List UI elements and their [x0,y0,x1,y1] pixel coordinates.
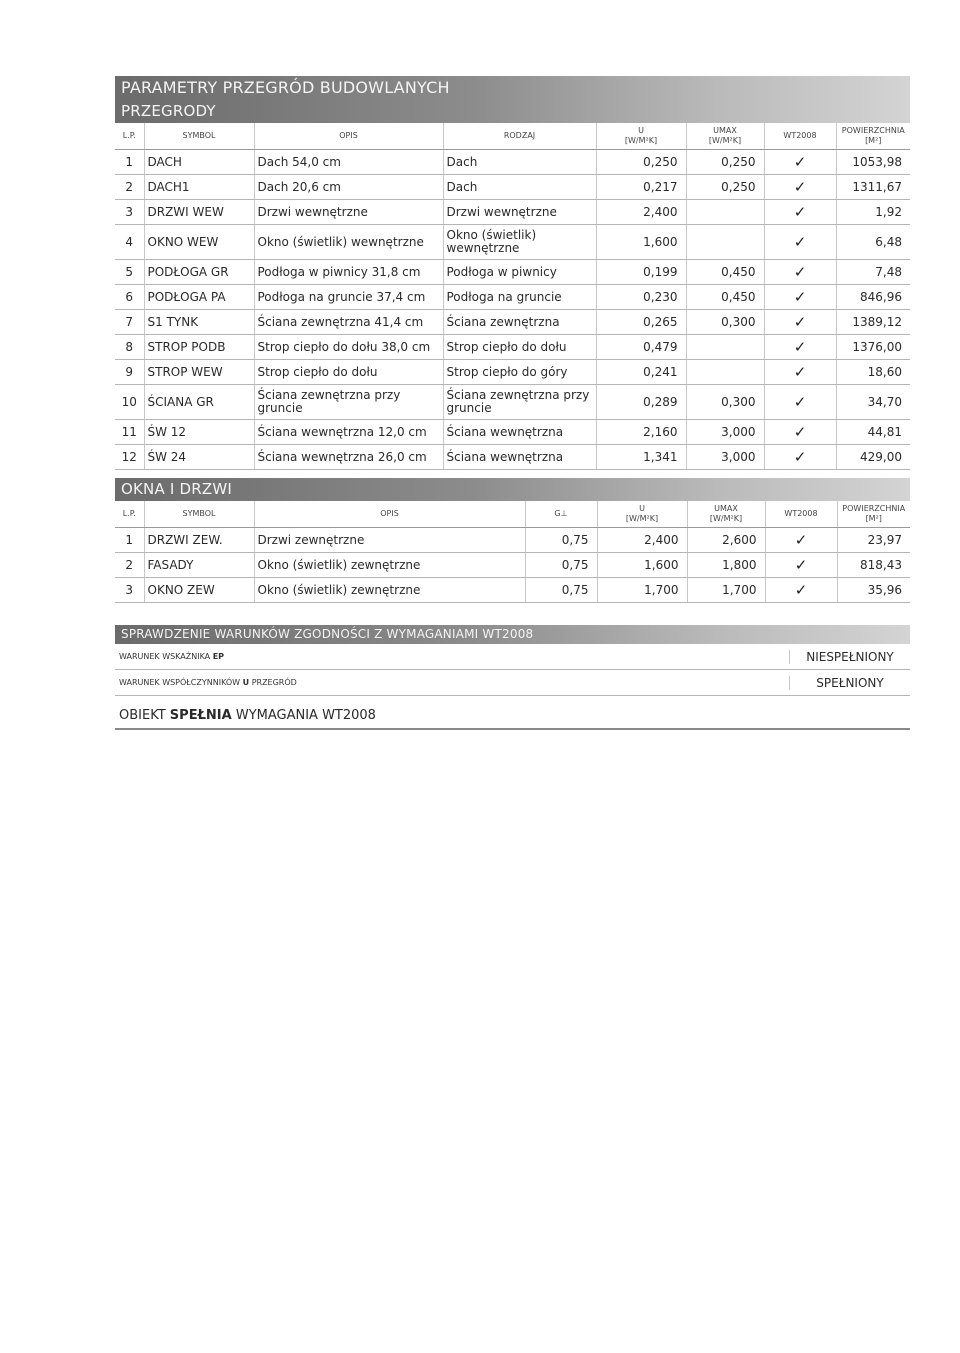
header-u-unit: [W/M²K] [624,136,658,145]
header-u-unit: [W/M²K] [625,514,659,523]
header-u-label: U [639,504,645,513]
row-umax: 0,450 [686,285,764,310]
row-u: 0,199 [596,260,686,285]
row-symbol: ŚCIANA GR [144,385,254,420]
section-heading-sprawdzenie: SPRAWDZENIE WARUNKÓW ZGODNOŚCI Z WYMAGANIAMI WT2008 [115,625,910,644]
table-row [115,285,910,310]
table-row [115,553,910,578]
row-u: 0,241 [596,360,686,385]
row-umax [686,225,764,260]
okna-body [115,528,910,603]
header-umax-label: UMAX [713,126,737,135]
row-opis: Strop ciepło do dołu 38,0 cm [254,335,443,360]
row-lp: 11 [115,420,144,445]
row-opis: Ściana wewnętrzna 12,0 cm [254,420,443,445]
row-umax: 1,800 [687,553,765,578]
row-check-icon: ✓ [764,420,836,445]
row-check-icon: ✓ [764,445,836,470]
row-check-icon: ✓ [764,260,836,285]
row-opis: Okno (świetlik) zewnętrzne [254,553,525,578]
table-row [115,420,910,445]
table-row [115,445,910,470]
row-area: 429,00 [836,445,910,470]
table-row [115,225,910,260]
row-lp: 7 [115,310,144,335]
header-rodzaj: RODZAJ [443,123,596,150]
result-text-post: WYMAGANIA WT2008 [235,708,376,723]
condition-u-label [115,678,789,687]
row-rodzaj: Ściana zewnętrzna [443,310,596,335]
section-heading-przegrody: PRZEGRODY [115,100,910,123]
row-lp: 1 [115,528,144,553]
row-g: 0,75 [525,528,597,553]
row-area: 18,60 [836,360,910,385]
okna-header-row [115,501,910,528]
table-row [115,335,910,360]
table-row [115,360,910,385]
row-check-icon: ✓ [764,175,836,200]
table-row [115,200,910,225]
row-u: 2,160 [596,420,686,445]
overall-result [115,704,910,730]
row-check-icon: ✓ [764,225,836,260]
row-check-icon: ✓ [764,335,836,360]
row-opis: Dach 20,6 cm [254,175,443,200]
row-lp: 10 [115,385,144,420]
header-lp: L.P. [115,123,144,150]
row-area: 23,97 [837,528,910,553]
row-u: 2,400 [597,528,687,553]
row-rodzaj: Dach [443,150,596,175]
row-rodzaj: Strop ciepło do dołu [443,335,596,360]
condition-ep-label [115,652,789,661]
row-opis: Ściana zewnętrzna 41,4 cm [254,310,443,335]
row-umax: 3,000 [686,420,764,445]
row-area: 34,70 [836,385,910,420]
row-umax [686,200,764,225]
row-symbol: PODŁOGA PA [144,285,254,310]
header-umax [687,501,765,528]
row-u: 1,600 [596,225,686,260]
row-opis: Strop ciepło do dołu [254,360,443,385]
header-area-unit: [M²] [865,514,882,523]
row-umax: 0,250 [686,175,764,200]
condition-ep-row [115,644,910,670]
row-check-icon: ✓ [764,200,836,225]
row-opis: Podłoga w piwnicy 31,8 cm [254,260,443,285]
row-u: 0,289 [596,385,686,420]
row-lp: 6 [115,285,144,310]
header-area-label: POWIERZCHNIA [842,504,906,513]
row-opis: Ściana wewnętrzna 26,0 cm [254,445,443,470]
row-rodzaj: Podłoga w piwnicy [443,260,596,285]
row-check-icon: ✓ [765,553,837,578]
condition-u-row [115,670,910,696]
row-u: 0,217 [596,175,686,200]
row-lp: 12 [115,445,144,470]
header-area-label: POWIERZCHNIA [841,126,905,135]
row-area: 1376,00 [836,335,910,360]
row-rodzaj: Okno (świetlik) wewnętrzne [443,225,596,260]
row-symbol: ŚW 12 [144,420,254,445]
row-rodzaj: Ściana wewnętrzna [443,420,596,445]
header-u-label: U [638,126,644,135]
row-opis: Dach 54,0 cm [254,150,443,175]
row-u: 1,700 [597,578,687,603]
row-symbol: DRZWI ZEW. [144,528,254,553]
row-symbol: PODŁOGA GR [144,260,254,285]
row-area: 35,96 [837,578,910,603]
header-u [597,501,687,528]
row-check-icon: ✓ [764,285,836,310]
row-rodzaj: Ściana zewnętrzna przy gruncie [443,385,596,420]
row-lp: 2 [115,553,144,578]
row-lp: 3 [115,200,144,225]
row-u: 1,600 [597,553,687,578]
row-rodzaj: Ściana wewnętrzna [443,445,596,470]
row-check-icon: ✓ [764,385,836,420]
row-umax [686,360,764,385]
row-g: 0,75 [525,553,597,578]
row-symbol: ŚW 24 [144,445,254,470]
row-opis: Ściana zewnętrzna przy gruncie [254,385,443,420]
result-text-pre: OBIEKT [119,708,166,723]
row-umax: 0,300 [686,385,764,420]
row-rodzaj: Drzwi wewnętrzne [443,200,596,225]
row-opis: Drzwi zewnętrzne [254,528,525,553]
przegrody-body [115,150,910,470]
header-opis: OPIS [254,501,525,528]
row-area: 7,48 [836,260,910,285]
row-lp: 3 [115,578,144,603]
header-u [596,123,686,150]
row-check-icon: ✓ [764,360,836,385]
row-symbol: STROP WEW [144,360,254,385]
row-check-icon: ✓ [764,310,836,335]
row-g: 0,75 [525,578,597,603]
row-lp: 5 [115,260,144,285]
row-opis: Drzwi wewnętrzne [254,200,443,225]
table-row [115,310,910,335]
row-symbol: OKNO WEW [144,225,254,260]
header-symbol: SYMBOL [144,501,254,528]
document-sheet [115,76,910,730]
row-rodzaj: Dach [443,175,596,200]
row-symbol: DRZWI WEW [144,200,254,225]
row-symbol: DACH1 [144,175,254,200]
header-symbol: SYMBOL [144,123,254,150]
condition-u-status: SPEŁNIONY [789,676,910,690]
row-lp: 2 [115,175,144,200]
row-lp: 4 [115,225,144,260]
condition-ep-text: WARUNEK WSKAŹNIKA [119,652,211,661]
row-umax: 0,300 [686,310,764,335]
header-umax-unit: [W/M²K] [709,514,743,523]
table-row [115,175,910,200]
row-symbol: S1 TYNK [144,310,254,335]
header-wt2008: WT2008 [765,501,837,528]
row-umax: 0,450 [686,260,764,285]
row-rodzaj: Strop ciepło do góry [443,360,596,385]
table-row [115,578,910,603]
header-wt2008: WT2008 [764,123,836,150]
result-text-bold: SPEŁNIA [169,708,232,723]
row-area: 1389,12 [836,310,910,335]
row-u: 0,230 [596,285,686,310]
row-opis: Okno (świetlik) zewnętrzne [254,578,525,603]
table-row [115,150,910,175]
condition-u-text: WARUNEK WSPÓŁCZYNNIKÓW [119,678,241,687]
row-symbol: OKNO ZEW [144,578,254,603]
row-opis: Okno (świetlik) wewnętrzne [254,225,443,260]
row-area: 846,96 [836,285,910,310]
row-symbol: STROP PODB [144,335,254,360]
row-symbol: DACH [144,150,254,175]
section-heading-okna: OKNA I DRZWI [115,478,910,501]
przegrody-header-row [115,123,910,150]
header-umax-unit: [W/M²K] [708,136,742,145]
header-area-unit: [M²] [865,136,882,145]
row-area: 1,92 [836,200,910,225]
header-area [836,123,910,150]
row-umax: 2,600 [687,528,765,553]
row-check-icon: ✓ [765,578,837,603]
row-umax: 3,000 [686,445,764,470]
header-opis: OPIS [254,123,443,150]
header-umax-label: UMAX [714,504,738,513]
row-symbol: FASADY [144,553,254,578]
table-row [115,528,910,553]
row-umax [686,335,764,360]
row-umax: 1,700 [687,578,765,603]
row-opis: Podłoga na gruncie 37,4 cm [254,285,443,310]
row-area: 1053,98 [836,150,910,175]
row-lp: 1 [115,150,144,175]
header-umax [686,123,764,150]
row-u: 1,341 [596,445,686,470]
row-rodzaj: Podłoga na gruncie [443,285,596,310]
row-u: 2,400 [596,200,686,225]
header-lp: L.P. [115,501,144,528]
row-check-icon: ✓ [764,150,836,175]
table-row [115,385,910,420]
row-lp: 9 [115,360,144,385]
row-u: 0,265 [596,310,686,335]
row-u: 0,479 [596,335,686,360]
row-area: 6,48 [836,225,910,260]
condition-u-text-post: PRZEGRÓD [251,678,297,687]
row-area: 818,43 [837,553,910,578]
header-area [837,501,910,528]
table-row [115,260,910,285]
condition-ep-status: NIESPEŁNIONY [789,650,910,664]
row-u: 0,250 [596,150,686,175]
row-check-icon: ✓ [765,528,837,553]
row-lp: 8 [115,335,144,360]
okna-table [115,501,910,603]
przegrody-table [115,123,910,470]
row-area: 44,81 [836,420,910,445]
page-title: PARAMETRY PRZEGRÓD BUDOWLANYCH [115,76,910,100]
header-g: G⊥ [525,501,597,528]
condition-ep-bold: EP [212,652,225,661]
row-area: 1311,67 [836,175,910,200]
condition-u-bold: U [242,678,250,687]
row-umax: 0,250 [686,150,764,175]
